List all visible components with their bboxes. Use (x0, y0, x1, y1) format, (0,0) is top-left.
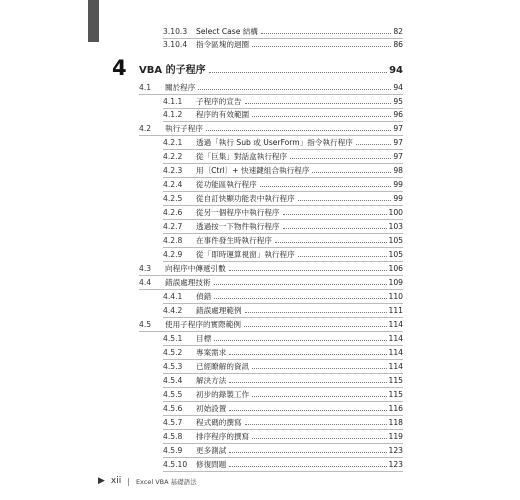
toc-entry[interactable] (163, 110, 403, 122)
entry-page: 114 (388, 362, 403, 371)
entry-page: 82 (393, 27, 403, 36)
entry-number: 4.5.7 (163, 418, 183, 427)
entry-number: 4.5.6 (163, 404, 183, 413)
entry-number: 4.2.3 (163, 166, 183, 175)
toc-entry[interactable] (163, 166, 403, 178)
entry-number: 4.5.9 (163, 446, 183, 455)
entry-number: 4.5.4 (163, 376, 183, 385)
toc-entry[interactable] (163, 138, 403, 150)
entry-number: 4.5.5 (163, 390, 183, 399)
entry-number: 4.2.1 (163, 138, 183, 147)
entry-title: 從自訂快顯功能表中執行程序 (196, 194, 295, 203)
toc-entry[interactable] (139, 83, 403, 95)
page-footer (98, 476, 197, 486)
dot-leader (245, 103, 392, 104)
dot-leader (356, 144, 391, 145)
toc-entry[interactable] (163, 292, 403, 304)
dot-leader (252, 396, 386, 397)
entry-title: 指令區塊的迴圈 (196, 40, 250, 49)
entry-number: 4.2.2 (163, 152, 183, 161)
entry-page: 100 (388, 208, 403, 217)
toc-entry[interactable] (139, 264, 403, 276)
dot-leader (214, 298, 386, 299)
entry-number: 4.5.8 (163, 432, 183, 441)
entry-title: 初始設置 (196, 404, 227, 413)
toc-entry[interactable] (139, 124, 403, 136)
entry-title: 更多測試 (196, 446, 227, 455)
chapter-title: VBA 的子程序 (139, 65, 206, 76)
dot-leader (209, 72, 387, 73)
dot-leader (206, 130, 391, 131)
toc-entry[interactable] (163, 222, 403, 234)
entry-page: 105 (388, 250, 403, 259)
toc-entry[interactable] (163, 334, 403, 346)
chapter-page: 94 (389, 65, 403, 76)
entry-title: 在事件發生時執行程序 (196, 236, 272, 245)
entry-number: 4.5.3 (163, 362, 183, 371)
entry-title: 已經瞭解的資訊 (196, 362, 250, 371)
entry-title: 目標 (196, 334, 212, 343)
entry-page: 95 (393, 97, 403, 106)
entry-number: 4.2.7 (163, 222, 183, 231)
toc-entry[interactable] (139, 320, 403, 332)
entry-title: 執行子程序 (165, 124, 203, 133)
entry-title: 修復問題 (196, 460, 227, 469)
chapter-entry[interactable] (139, 66, 403, 75)
dot-leader (298, 256, 387, 257)
entry-page: 96 (393, 110, 403, 119)
dot-leader (252, 438, 386, 439)
entry-title: 排序程序的撰寫 (196, 432, 250, 441)
toc-entry[interactable] (163, 418, 403, 430)
entry-page: 119 (388, 432, 403, 441)
entry-title: 錯誤處理範例 (196, 306, 242, 315)
entry-number: 4.5.1 (163, 334, 183, 343)
entry-number: 4.1.1 (163, 97, 183, 106)
entry-page: 97 (393, 152, 403, 161)
entry-number: 4.5.10 (163, 460, 188, 469)
entry-title: 子程序的宣告 (196, 97, 242, 106)
entry-title: 偵錯 (196, 292, 212, 301)
dot-leader (229, 466, 386, 467)
dot-leader (290, 158, 391, 159)
entry-number: 4.5.2 (163, 348, 183, 357)
entry-page: 110 (388, 292, 403, 301)
entry-page: 123 (388, 446, 403, 455)
entry-page: 97 (393, 138, 403, 147)
toc-entry[interactable] (163, 97, 403, 109)
entry-number: 3.10.3 (163, 27, 188, 36)
entry-title: 關於程序 (165, 83, 196, 92)
entry-page: 97 (393, 124, 403, 133)
dot-leader (275, 242, 387, 243)
entry-page: 115 (388, 390, 403, 399)
entry-page: 118 (388, 418, 403, 427)
toc-entry[interactable] (163, 152, 403, 164)
entry-title: 錯誤處理技術 (165, 278, 211, 287)
entry-number: 4.4.1 (163, 292, 183, 301)
entry-number: 4.1.2 (163, 110, 183, 119)
toc-entry[interactable] (163, 446, 403, 458)
dot-leader (214, 284, 387, 285)
toc-entry[interactable] (163, 208, 403, 220)
side-tab-marker (88, 0, 99, 42)
dot-leader (283, 214, 387, 215)
toc-entry[interactable] (163, 27, 403, 39)
dot-leader (214, 340, 386, 341)
dot-leader (298, 200, 392, 201)
dot-leader (229, 270, 387, 271)
entry-page: 123 (388, 460, 403, 469)
entry-title: 使用子程序的實際範例 (165, 320, 241, 329)
dot-leader (260, 186, 392, 187)
dot-leader (252, 46, 391, 47)
entry-title: 專案需求 (196, 348, 227, 357)
entry-page: 98 (393, 166, 403, 175)
entry-title: 用〔Ctrl〕+ 快速鍵組合執行程序 (196, 166, 310, 175)
dot-leader (244, 326, 387, 327)
dot-leader (245, 312, 387, 313)
toc-entry[interactable] (163, 432, 403, 444)
toc-entry[interactable] (139, 278, 403, 290)
dot-leader (229, 354, 386, 355)
entry-title: 初步的錄製工作 (196, 390, 250, 399)
toc-entry[interactable] (163, 180, 403, 192)
toc-entry[interactable] (163, 250, 403, 262)
entry-number: 4.3 (139, 264, 152, 273)
entry-title: 從「即時運算視窗」執行程序 (196, 250, 295, 259)
dot-leader (198, 89, 391, 90)
dot-leader (312, 172, 391, 173)
toc-entry[interactable] (163, 306, 403, 318)
arrow-icon: ▶ (98, 476, 105, 486)
dot-leader (229, 382, 386, 383)
dot-leader (229, 410, 386, 411)
entry-page: 103 (388, 222, 403, 231)
toc-entry[interactable] (163, 348, 403, 360)
dot-leader (229, 452, 386, 453)
entry-title: 透過「執行 Sub 或 UserForm」指令執行程序 (196, 138, 353, 147)
entry-number: 4.1 (139, 83, 152, 92)
entry-number: 3.10.4 (163, 40, 188, 49)
chapter-number: 4 (112, 56, 127, 80)
toc-entry[interactable] (163, 236, 403, 248)
entry-number: 4.2 (139, 124, 152, 133)
entry-number: 4.2.9 (163, 250, 183, 259)
entry-page: 114 (388, 348, 403, 357)
toc-entry[interactable] (163, 404, 403, 416)
dot-leader (252, 116, 391, 117)
toc-entry[interactable] (163, 40, 403, 49)
entry-number: 4.2.8 (163, 236, 183, 245)
toc-entry[interactable] (163, 390, 403, 402)
entry-page: 99 (393, 194, 403, 203)
entry-page: 116 (388, 404, 403, 413)
footer-separator: | (127, 476, 130, 486)
entry-page: 109 (388, 278, 403, 287)
entry-number: 4.2.6 (163, 208, 183, 217)
entry-page: 114 (388, 334, 403, 343)
dot-leader (261, 33, 391, 34)
entry-title: 從另一個程序中執行程序 (196, 208, 280, 217)
toc-entry[interactable] (163, 376, 403, 388)
toc-entry[interactable] (163, 460, 403, 472)
entry-page: 99 (393, 180, 403, 189)
entry-title: 程式碼的撰寫 (196, 418, 242, 427)
entry-number: 4.2.5 (163, 194, 183, 203)
entry-number: 4.2.4 (163, 180, 183, 189)
entry-page: 111 (388, 306, 403, 315)
entry-title: 從「巨集」對話盒執行程序 (196, 152, 288, 161)
dot-leader (252, 368, 386, 369)
dot-leader (245, 424, 387, 425)
entry-title: 解決方法 (196, 376, 227, 385)
dot-leader (283, 228, 387, 229)
toc-entry[interactable] (163, 362, 403, 374)
entry-title: 從功能區執行程序 (196, 180, 257, 189)
toc-entry[interactable] (163, 194, 403, 206)
entry-number: 4.4 (139, 278, 152, 287)
entry-title: 程序的有效範圍 (196, 110, 250, 119)
entry-number: 4.4.2 (163, 306, 183, 315)
entry-page: 94 (393, 83, 403, 92)
entry-page: 115 (388, 376, 403, 385)
entry-page: 86 (393, 40, 403, 49)
entry-page: 114 (388, 320, 403, 329)
entry-number: 4.5 (139, 320, 152, 329)
entry-title: 透過按一下物件執行程序 (196, 222, 280, 231)
footer-book-title: Excel VBA 基礎語法 (135, 477, 197, 486)
footer-page-number: xii (110, 476, 122, 486)
entry-title: Select Case 結構 (196, 27, 259, 36)
entry-page: 105 (388, 236, 403, 245)
entry-title: 向程序中傳遞引數 (165, 264, 226, 273)
entry-page: 106 (388, 264, 403, 273)
